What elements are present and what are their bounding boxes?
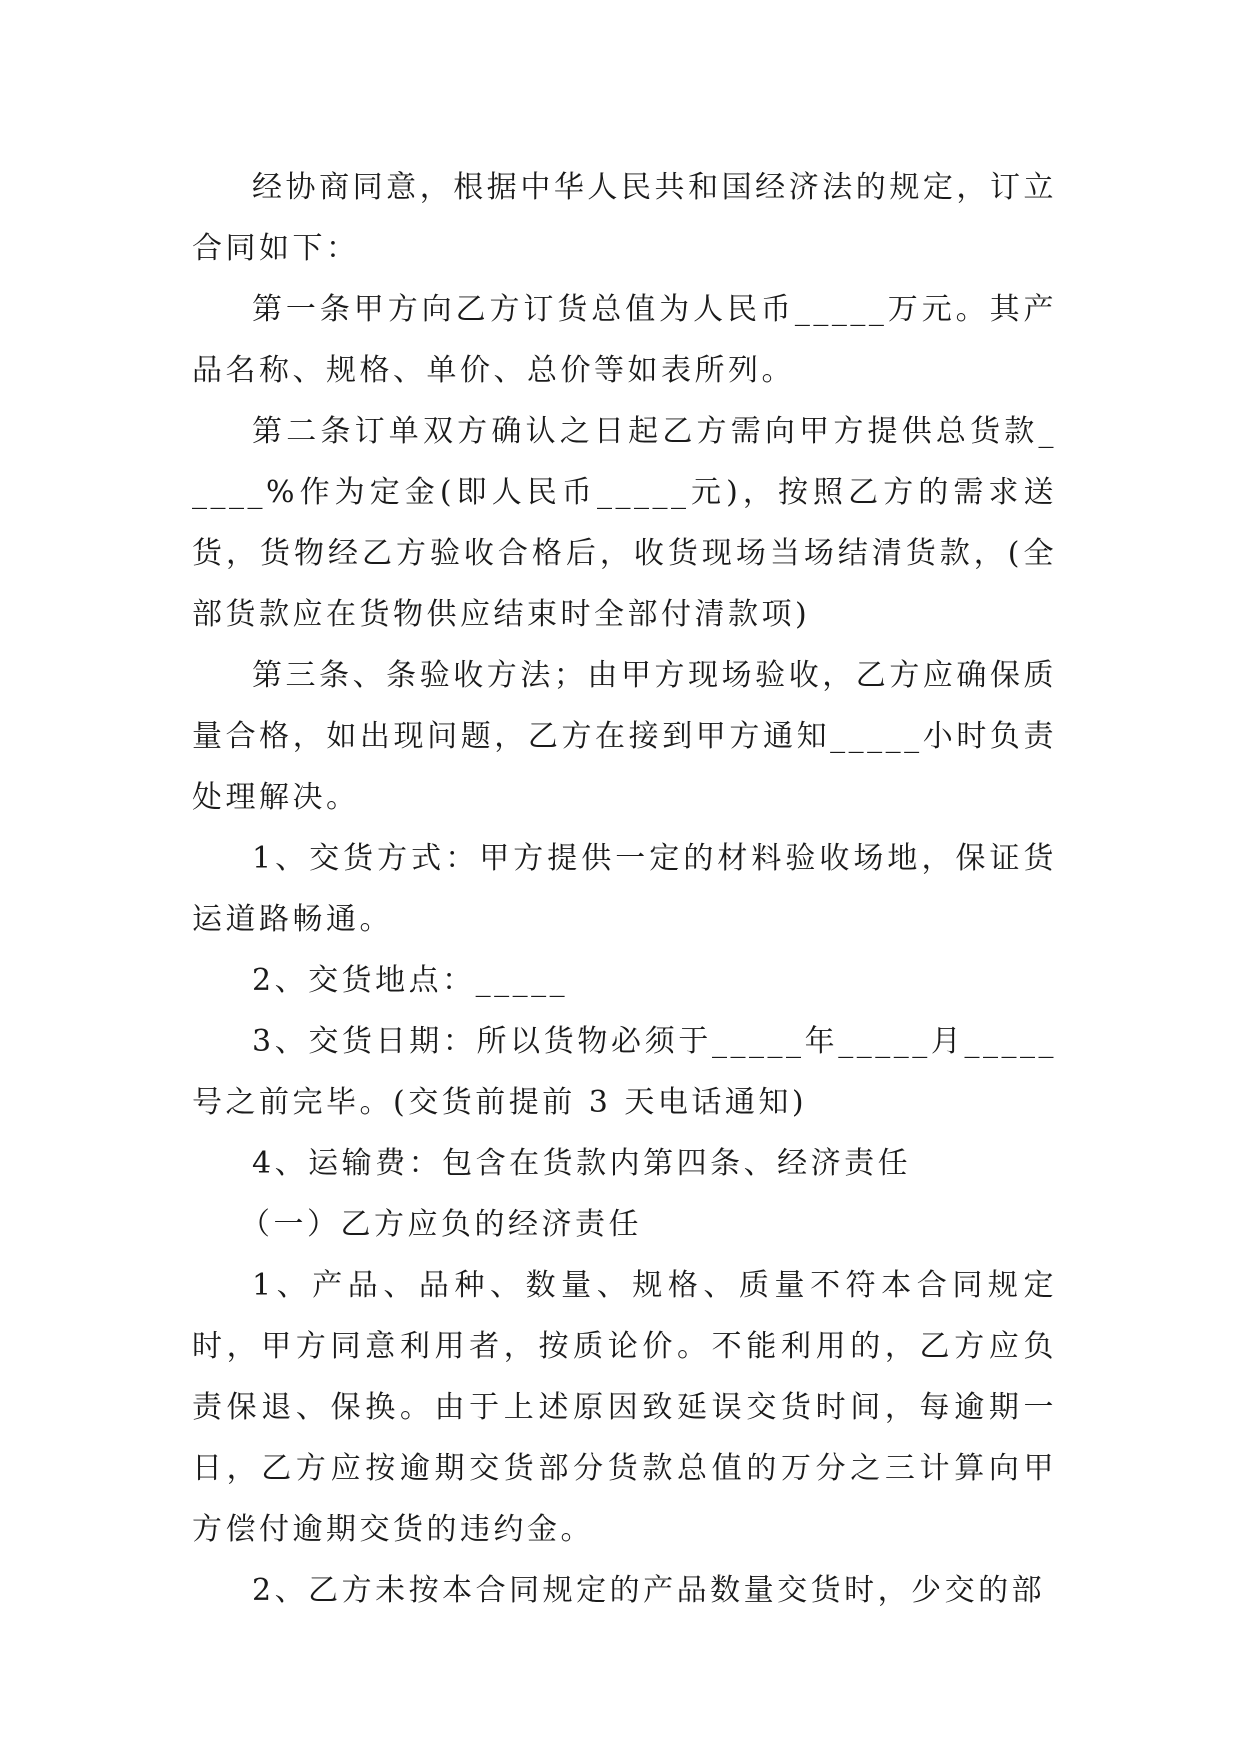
paragraph-article-3: 第三条、条验收方法；由甲方现场验收，乙方应确保质量合格，如出现问题，乙方在接到甲方通知_____小时负责处理解决。 bbox=[192, 658, 1057, 815]
paragraph-article-1: 第一条甲方向乙方订货总值为人民币_____万元。其产品名称、规格、单价、总价等如表所列。 bbox=[192, 292, 1057, 388]
paragraph-intro: 经协商同意，根据中华人民共和国经济法的规定，订立合同如下： bbox=[192, 170, 1057, 266]
paragraph-section-heading: （一）乙方应负的经济责任 bbox=[240, 1207, 642, 1242]
paragraph-liability-1: 1、产品、品种、数量、规格、质量不符本合同规定时，甲方同意利用者，按质论价。不能利用的，乙方应负责保退、保换。由于上述原因致延误交货时间，每逾期一日，乙方应按逾期交货部分货款总值的万分之三计算向甲方偿付逾期交货的违约金。 bbox=[192, 1268, 1057, 1547]
paragraph-delivery-method: 1、交货方式：甲方提供一定的材料验收场地，保证货运道路畅通。 bbox=[192, 841, 1057, 937]
paragraph-liability-2: 2、乙方未按本合同规定的产品数量交货时，少交的部 bbox=[252, 1573, 1046, 1608]
paragraph-article-2: 第二条订单双方确认之日起乙方需向甲方提供总货款_____%作为定金(即人民币_____元)，按照乙方的需求送货，货物经乙方验收合格后，收货现场当场结清货款，(全部货款应在货物供应结束时全部付清款项) bbox=[192, 414, 1057, 632]
paragraph-transport-fee: 4、运输费：包含在货款内第四条、经济责任 bbox=[252, 1146, 912, 1181]
document-page bbox=[192, 157, 1057, 1621]
paragraph-delivery-place: 2、交货地点：_____ bbox=[252, 963, 569, 998]
paragraph-delivery-date: 3、交货日期：所以货物必须于_____年_____月_____号之前完毕。(交货前提前 3 天电话通知) bbox=[192, 1024, 1057, 1120]
